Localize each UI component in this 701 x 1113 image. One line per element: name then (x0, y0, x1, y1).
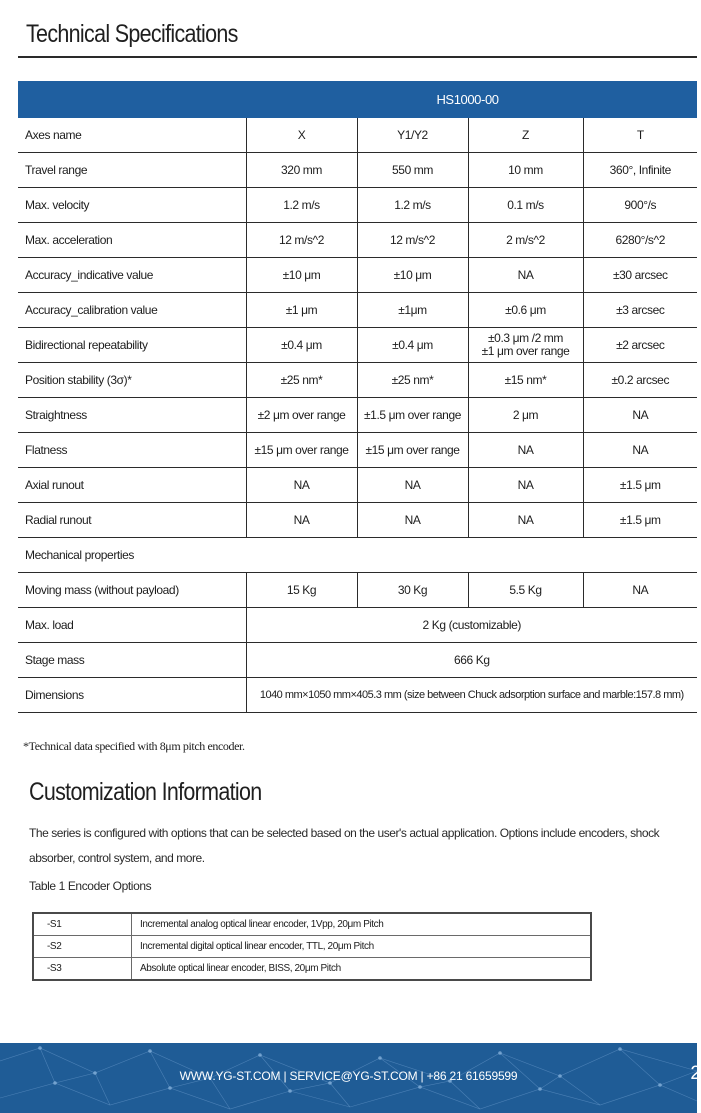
cell-value: NA (468, 433, 583, 468)
title-divider (18, 56, 697, 58)
section-heading: Customization Information (29, 778, 262, 806)
section-row (18, 538, 697, 573)
spec-table (18, 81, 697, 713)
table-row (18, 678, 697, 713)
cell-value: 2 Kg (customizable) (246, 608, 697, 643)
row-label: Accuracy_calibration value (18, 293, 246, 328)
encoder-options-table (32, 912, 592, 981)
row-label: Max. load (18, 608, 246, 643)
cell-value: 1.2 m/s (357, 188, 468, 223)
table-row (33, 913, 591, 936)
row-label: Moving mass (without payload) (18, 573, 246, 608)
cell-value: ±3 arcsec (583, 293, 697, 328)
cell-value: ±0.2 arcsec (583, 363, 697, 398)
row-label: Flatness (18, 433, 246, 468)
row-label: Axial runout (18, 468, 246, 503)
cell-line: ±1 μm over range (481, 344, 570, 358)
axis-header: Z (468, 118, 583, 153)
cell-value: 2 μm (468, 398, 583, 433)
cell-value: 0.1 m/s (468, 188, 583, 223)
cell-value: ±10 μm (357, 258, 468, 293)
row-label: Travel range (18, 153, 246, 188)
cell-value: 12 m/s^2 (357, 223, 468, 258)
cell-value: ±0.4 μm (246, 328, 357, 363)
cell-value: 320 mm (246, 153, 357, 188)
cell-value: NA (246, 468, 357, 503)
cell-value: NA (246, 503, 357, 538)
cell-value: ±0.6 μm (468, 293, 583, 328)
table-row (18, 188, 697, 223)
page-title: Technical Specifications (26, 20, 238, 48)
cell-value: ±15 μm over range (246, 433, 357, 468)
section-label: Mechanical properties (18, 538, 697, 573)
cell-value: ±1 μm (246, 293, 357, 328)
option-code: -S2 (33, 936, 132, 958)
cell-value: 1.2 m/s (246, 188, 357, 223)
cell-value: ±30 arcsec (583, 258, 697, 293)
cell-value: NA (583, 573, 697, 608)
cell-value: 15 Kg (246, 573, 357, 608)
cell-value: NA (468, 503, 583, 538)
cell-value: ±1.5 μm over range (357, 398, 468, 433)
cell-value: NA (468, 258, 583, 293)
footer-contact: WWW.YG-ST.COM | SERVICE@YG-ST.COM | +86 21 61659599 (179, 1069, 518, 1083)
footnote: *Technical data specified with 8μm pitch encoder. (23, 739, 245, 753)
table-row (18, 643, 697, 678)
cell-value: ±1μm (357, 293, 468, 328)
axis-header: T (583, 118, 697, 153)
table-row (18, 153, 697, 188)
footer-banner (0, 1043, 701, 1113)
cell-value: NA (357, 503, 468, 538)
cell-value: 900°/s (583, 188, 697, 223)
option-description: Incremental analog optical linear encoder, 1Vpp, 20μm Pitch (132, 913, 592, 936)
table-row (18, 503, 697, 538)
row-label: Max. acceleration (18, 223, 246, 258)
table-row (18, 468, 697, 503)
cell-value: 5.5 Kg (468, 573, 583, 608)
intro-paragraph: The series is configured with options that can be selected based on the user's actual application. Options include encoders, shock absorber, control system, and more. (29, 826, 660, 865)
cell-value: ±0.4 μm (357, 328, 468, 363)
axis-header: Y1/Y2 (357, 118, 468, 153)
row-label: Straightness (18, 398, 246, 433)
cell-value: ±15 μm over range (357, 433, 468, 468)
cell-value: 550 mm (357, 153, 468, 188)
cell-value: 30 Kg (357, 573, 468, 608)
cell-value: 2 m/s^2 (468, 223, 583, 258)
page-number: 2 (690, 1063, 701, 1084)
row-label: Dimensions (18, 678, 246, 713)
cell-value: ±25 nm* (246, 363, 357, 398)
table-caption: Table 1 Encoder Options (29, 879, 152, 893)
cell-value: NA (583, 433, 697, 468)
cell-value: 10 mm (468, 153, 583, 188)
row-label: Accuracy_indicative value (18, 258, 246, 293)
cell-value: 666 Kg (246, 643, 697, 678)
cell-value: 1040 mm×1050 mm×405.3 mm (size between Chuck adsorption surface and marble:157.8 mm) (246, 678, 697, 713)
cell-value: NA (583, 398, 697, 433)
table-row (18, 363, 697, 398)
row-label: Position stability (3σ)* (18, 363, 246, 398)
axis-header: X (246, 118, 357, 153)
table-row (18, 608, 697, 643)
option-code: -S1 (33, 913, 132, 936)
row-label: Max. velocity (18, 188, 246, 223)
table-row (18, 258, 697, 293)
cell-value: ±25 nm* (357, 363, 468, 398)
cell-value: 6280°/s^2 (583, 223, 697, 258)
cell-value: 12 m/s^2 (246, 223, 357, 258)
table-row (18, 398, 697, 433)
cell-value: NA (468, 468, 583, 503)
cell-value: ±2 μm over range (246, 398, 357, 433)
cell-value: NA (357, 468, 468, 503)
table-row (18, 573, 697, 608)
table-row (33, 936, 591, 958)
table-row (18, 328, 697, 363)
option-description: Absolute optical linear encoder, BISS, 20μm Pitch (132, 958, 592, 981)
axes-header-row (18, 118, 697, 153)
cell-value: ±2 arcsec (583, 328, 697, 363)
table-row (18, 223, 697, 258)
cell-value: ±15 nm* (468, 363, 583, 398)
table-row (33, 958, 591, 981)
row-label: Bidirectional repeatability (18, 328, 246, 363)
cell-value: ±1.5 μm (583, 468, 697, 503)
model-header: HS1000-00 (18, 81, 697, 118)
cell-value: 360°, Infinite (583, 153, 697, 188)
cell-value-multiline (468, 328, 583, 363)
row-label: Axes name (18, 118, 246, 153)
option-code: -S3 (33, 958, 132, 981)
row-label: Radial runout (18, 503, 246, 538)
cell-line: ±0.3 μm /2 mm (488, 331, 563, 345)
option-description: Incremental digital optical linear encoder, TTL, 20μm Pitch (132, 936, 592, 958)
table-row (18, 293, 697, 328)
cell-value: ±1.5 μm (583, 503, 697, 538)
cell-value: ±10 μm (246, 258, 357, 293)
table-row (18, 433, 697, 468)
row-label: Stage mass (18, 643, 246, 678)
